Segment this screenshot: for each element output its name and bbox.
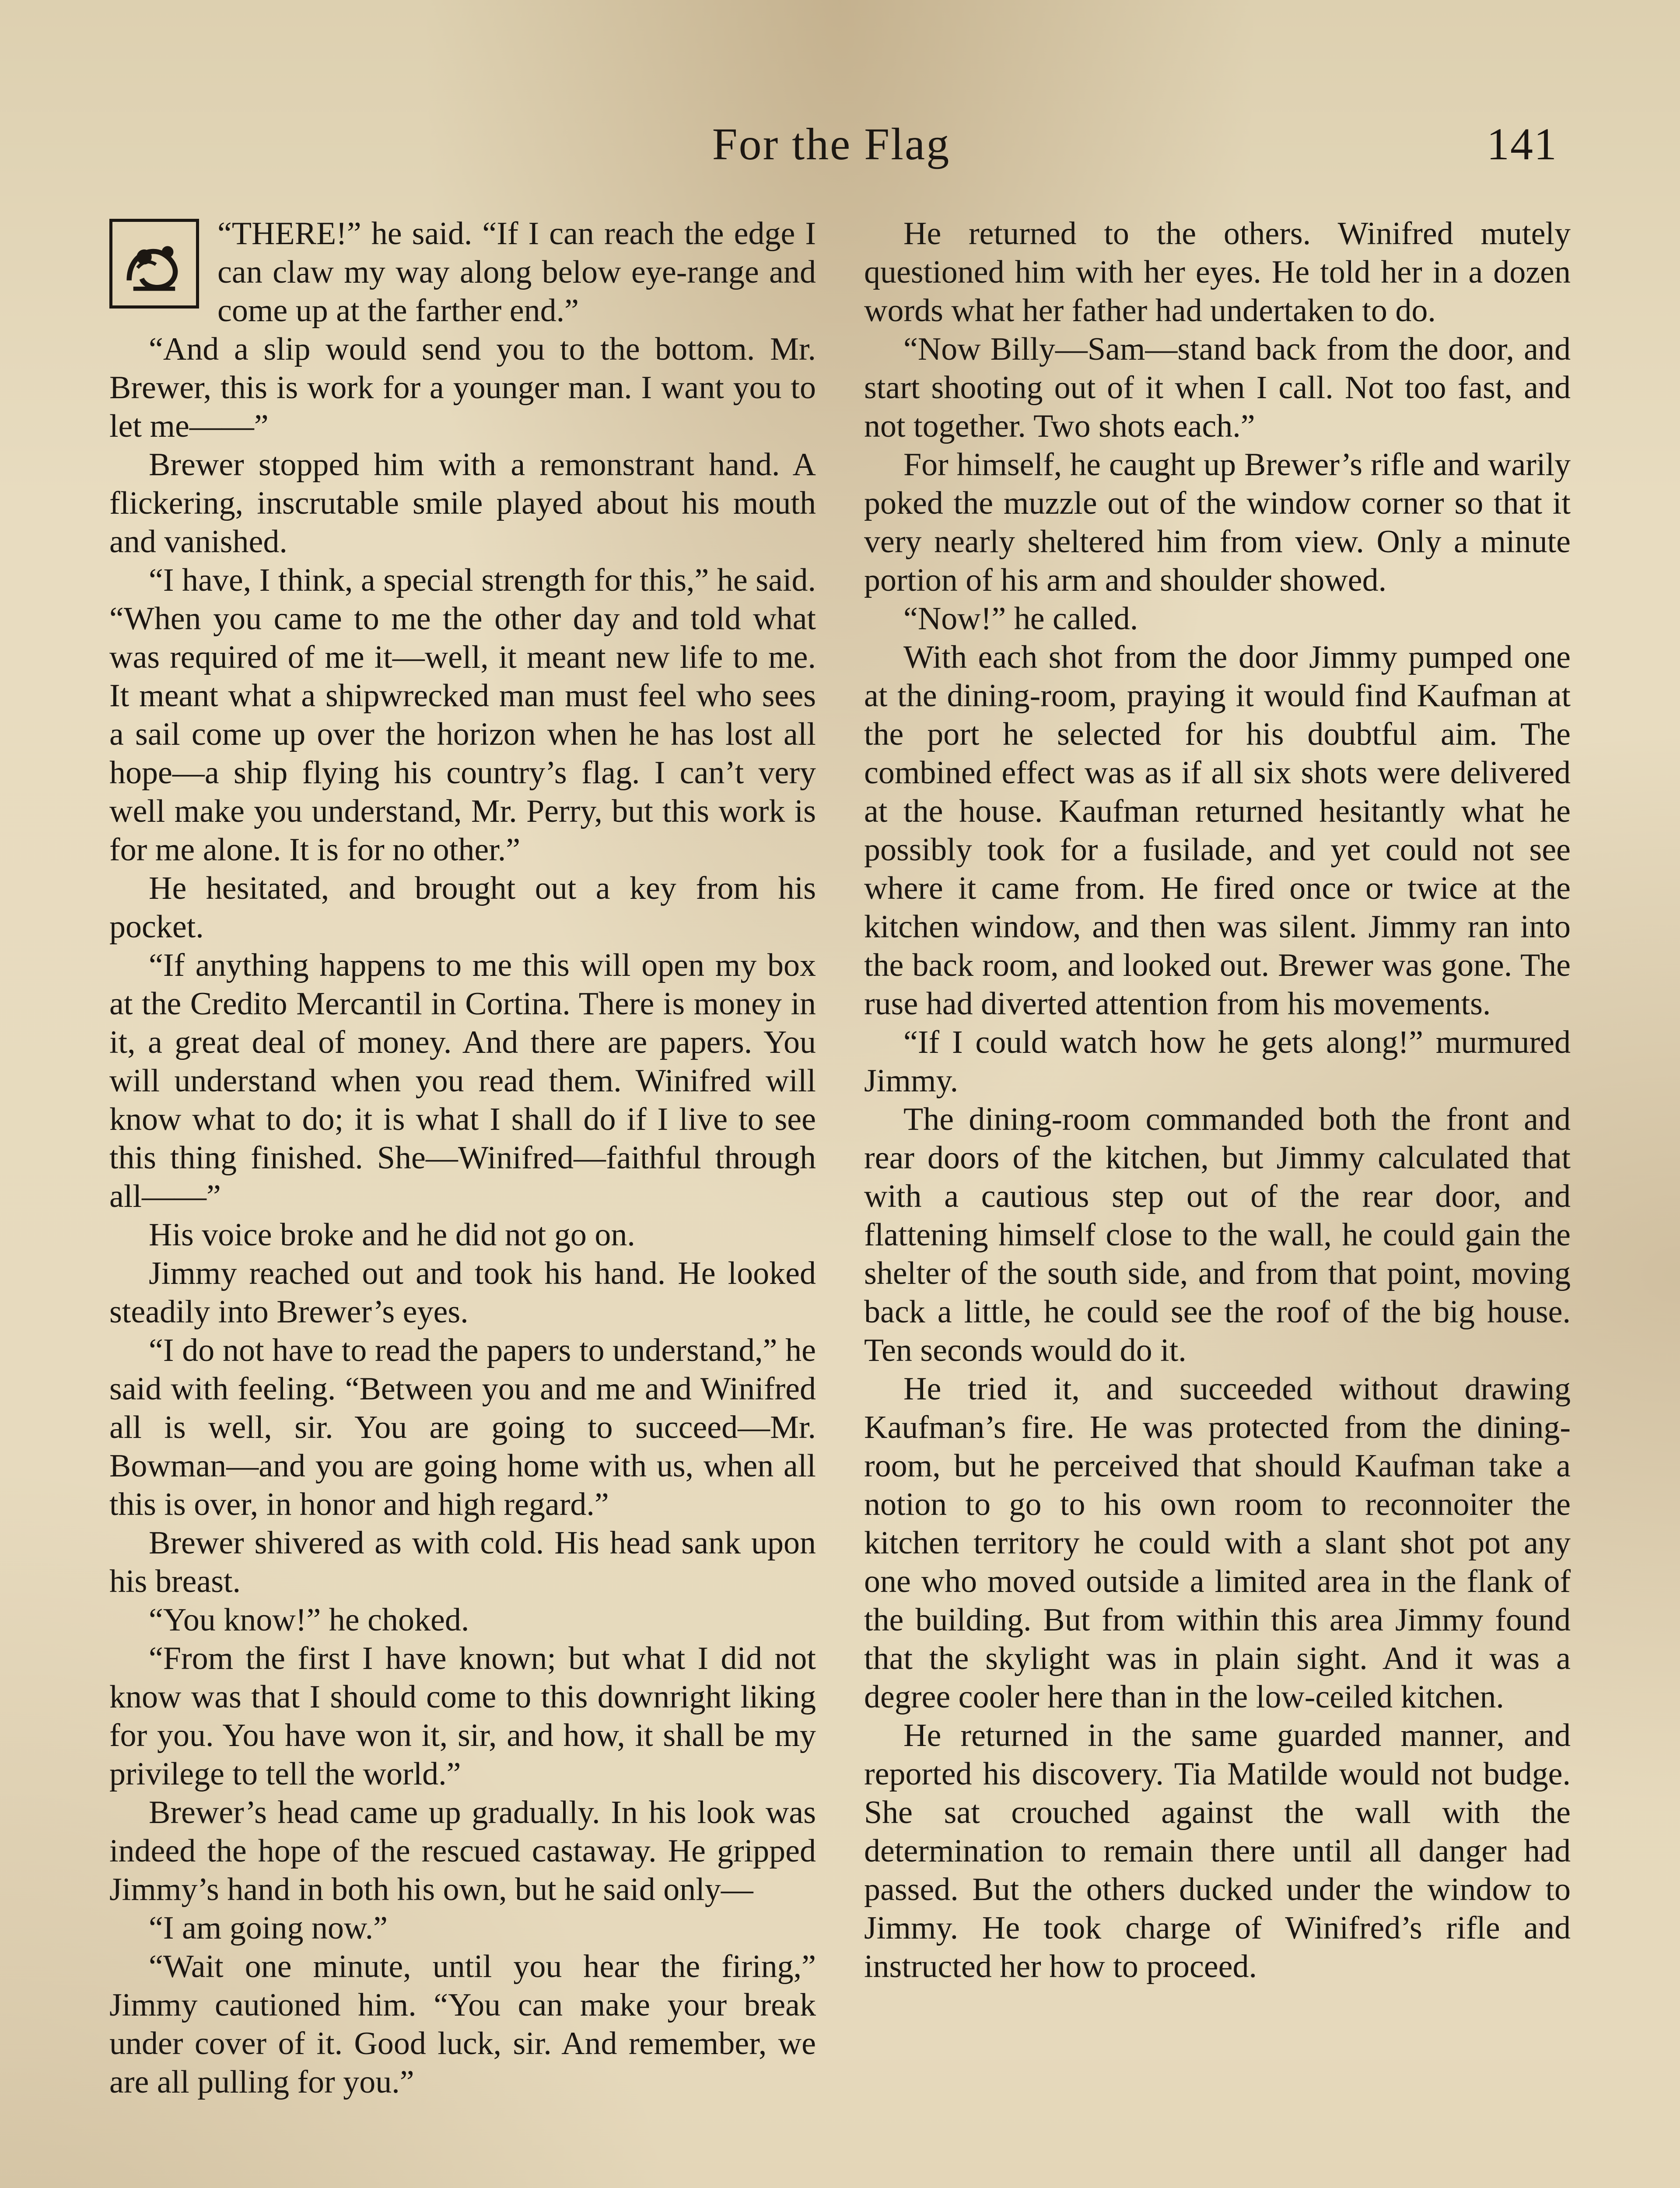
- text-columns: [109, 214, 1571, 2188]
- paragraph: “If anything happens to me this will open my box at the Credito Mercantil in Cortina. There is money in it, a great deal of money. And there are papers. You will understand when you read them. Winifred will know what to do; it is what I shall do if I live to see this thing finished. She—Winifred—faithful through all——”: [109, 947, 816, 1214]
- paragraph: “Wait one minute, until you hear the firing,” Jimmy cautioned him. “You can make your break under cover of it. Good luck, sir. And remember, we are all pulling for you.”: [109, 1949, 816, 2100]
- right-column: [864, 214, 1571, 2188]
- paragraph: His voice broke and he did not go on.: [149, 1217, 635, 1253]
- paragraph: “If I could watch how he gets along!” murmured Jimmy.: [864, 1024, 1571, 1099]
- left-column: [109, 214, 816, 2188]
- paragraph: He tried it, and succeeded without drawing Kaufman’s fire. He was protected from the dining-room, but he perceived that should Kaufman take a notion to go to his own room to reconnoiter the kitchen territory he could with a slant shot pot any one who moved outside a limited area in the flank of the building. But from within this area Jimmy found that the skylight was in plain sight. And it was a degree cooler here than in the low-ceiled kitchen.: [864, 1371, 1571, 1715]
- paragraph: “THERE!” he said. “If I can reach the edge I can claw my way along below eye-range and come up at the farther end.”: [217, 216, 816, 329]
- paragraph: He returned in the same guarded manner, and reported his discovery. Tia Matilde would not budge. She sat crouched against the wall with the determination to remain there until all danger had passed. But the others ducked under the window to Jimmy. He took charge of Winifred’s rifle and instructed her how to proceed.: [864, 1718, 1571, 1985]
- paragraph: He returned to the others. Winifred mutely questioned him with her eyes. He told her in a dozen words what her father had undertaken to do.: [864, 216, 1571, 329]
- paragraph: Brewer stopped him with a remonstrant hand. A flickering, inscrutable smile played about his mouth and vanished.: [109, 447, 816, 560]
- page-number: 141: [1487, 119, 1558, 169]
- paragraph: “I am going now.”: [149, 1910, 388, 1946]
- ornamental-initial-icon: [109, 219, 199, 309]
- paragraph: He hesitated, and brought out a key from his pocket.: [109, 870, 816, 945]
- paragraph: With each shot from the door Jimmy pumped one at the dining-room, praying it would find Kaufman at the port he selected for his doubtful aim. The combined effect was as if all six shots were delivered at the house. Kaufman returned hesitantly what he possibly took for a fusilade, and yet could not see where it came from. He fired once or twice at the kitchen window, and then was silent. Jimmy ran into the back room, and looked out. Brewer was gone. The ruse had diverted attention from his movements.: [864, 639, 1571, 1022]
- paragraph: Brewer shivered as with cold. His head sank upon his breast.: [109, 1525, 816, 1599]
- paragraph: “And a slip would send you to the bottom. Mr. Brewer, this is work for a younger man. I want you to let me——”: [109, 331, 816, 444]
- running-title: For the Flag: [712, 119, 951, 169]
- paragraph: “Now!” he called.: [903, 601, 1138, 637]
- paragraph: Brewer’s head came up gradually. In his look was indeed the hope of the rescued castaway. He gripped Jimmy’s hand in both his own, but he said only—: [109, 1795, 816, 1907]
- paragraph: Jimmy reached out and took his hand. He looked steadily into Brewer’s eyes.: [109, 1255, 816, 1330]
- paragraph: “From the first I have known; but what I did not know was that I should come to this downright liking for you. You have won it, sir, and how, it shall be my privilege to tell the world.”: [109, 1641, 816, 1792]
- paragraph: “I have, I think, a special strength for this,” he said. “When you came to me the other day and told what was required of me it—well, it meant new life to me. It meant what a shipwrecked man must feel who sees a sail come up over the horizon when he has lost all hope—a ship flying his country’s flag. I can’t very well make you understand, Mr. Perry, but this work is for me alone. It is for no other.”: [109, 562, 816, 868]
- paragraph: For himself, he caught up Brewer’s rifle and warily poked the muzzle out of the window corner so that it very nearly sheltered him from view. Only a minute portion of his arm and shoulder showed.: [864, 447, 1571, 598]
- paragraph: “Now Billy—Sam—stand back from the door, and start shooting out of it when I call. Not too fast, and not together. Two shots each.”: [864, 331, 1571, 444]
- paragraph: “I do not have to read the papers to understand,” he said with feeling. “Between you and me and Winifred all is well, sir. You are going to succeed—Mr. Bowman—and you are going home with us, when all this is over, in honor and high regard.”: [109, 1332, 816, 1522]
- page-header: [105, 118, 1558, 175]
- paragraph: “You know!” he choked.: [149, 1602, 469, 1638]
- paragraph: The dining-room commanded both the front and rear doors of the kitchen, but Jimmy calculated that with a cautious step out of the rear door, and flattening himself close to the wall, he could gain the shelter of the south side, and from that point, moving back a little, he could see the roof of the big house. Ten seconds would do it.: [864, 1101, 1571, 1368]
